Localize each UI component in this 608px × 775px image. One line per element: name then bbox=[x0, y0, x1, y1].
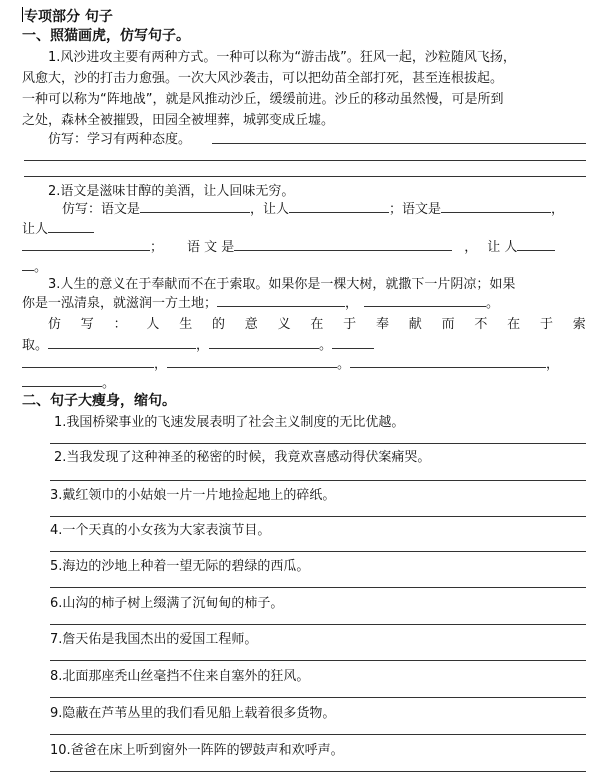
answer-blank[interactable] bbox=[209, 334, 319, 349]
q2-text: 语 文 是 bbox=[187, 240, 235, 255]
q1-line1: 1.风沙进攻主要有两种方式。一种可以称为“游击战”。狂风一起，沙粒随风飞扬， bbox=[48, 50, 516, 65]
q3-text: 。 bbox=[486, 296, 500, 311]
answer-blank[interactable] bbox=[217, 292, 345, 307]
q3-line2 bbox=[22, 292, 499, 311]
q3-text: ， bbox=[196, 338, 210, 353]
answer-line[interactable] bbox=[212, 143, 586, 144]
shrink-item-10: 10.爸爸在床上听到窗外一阵阵的锣鼓声和欢呼声。 bbox=[50, 743, 344, 758]
q2-text: ； bbox=[150, 240, 164, 255]
q3-line4 bbox=[22, 334, 374, 353]
q1-line2: 风愈大，沙的打击力愈强。一次大风沙袭击，可以把幼苗全部打死，甚至连根拔起。 bbox=[22, 71, 504, 86]
q3-char: ： bbox=[113, 317, 127, 332]
text-cursor bbox=[22, 7, 23, 22]
q2-text: 仿写：语文是 bbox=[62, 202, 141, 217]
q3-char: 不 bbox=[474, 317, 488, 332]
shrink-item-1: 1.我国桥梁事业的飞速发展表明了社会主义制度的无比优越。 bbox=[54, 415, 405, 430]
answer-line[interactable] bbox=[50, 480, 586, 481]
q2-imitate-line1 bbox=[62, 198, 564, 217]
q3-char: 仿 bbox=[48, 317, 62, 332]
q3-char: 奉 bbox=[375, 317, 389, 332]
answer-line[interactable] bbox=[50, 660, 586, 661]
q3-imitate-spread bbox=[48, 313, 586, 332]
answer-line[interactable] bbox=[50, 697, 586, 698]
q3-text: 你是一泓清泉，就滋润一方土地； bbox=[22, 296, 218, 311]
section2-heading: 二、句子大瘦身，缩句。 bbox=[22, 393, 176, 409]
answer-line[interactable] bbox=[50, 771, 586, 772]
answer-blank[interactable] bbox=[22, 372, 102, 387]
q3-line5 bbox=[22, 353, 559, 372]
q2-stem: 2.语文是滋味甘醇的美酒，让人回味无穷。 bbox=[48, 184, 295, 199]
shrink-item-9: 9.隐蔽在芦苇丛里的我们看见船上载着很多货物。 bbox=[50, 706, 336, 721]
answer-line[interactable] bbox=[24, 176, 586, 177]
q3-char: 在 bbox=[310, 317, 324, 332]
q1-imitate-prompt: 仿写：学习有两种态度。 bbox=[48, 132, 192, 147]
q3-text: ， bbox=[546, 357, 560, 372]
answer-blank[interactable] bbox=[48, 218, 94, 233]
answer-blank[interactable] bbox=[364, 292, 486, 307]
shrink-item-4: 4.一个天真的小女孩为大家表演节目。 bbox=[50, 523, 271, 538]
q3-char: 于 bbox=[343, 317, 357, 332]
q2-text: 让 人 bbox=[487, 240, 518, 255]
answer-line[interactable] bbox=[50, 587, 586, 588]
q3-char: 于 bbox=[539, 317, 553, 332]
answer-blank[interactable] bbox=[22, 256, 34, 271]
shrink-item-3: 3.戴红领巾的小姑娘一片一片地捡起地上的碎纸。 bbox=[50, 488, 336, 503]
answer-line[interactable] bbox=[50, 516, 586, 517]
q3-text: ， bbox=[345, 296, 359, 311]
answer-blank[interactable] bbox=[48, 334, 196, 349]
q3-char: 生 bbox=[179, 317, 193, 332]
q3-text: 。 bbox=[337, 357, 351, 372]
q3-char: 义 bbox=[277, 317, 291, 332]
q3-char: 而 bbox=[441, 317, 455, 332]
q2-text: ；语文是 bbox=[389, 202, 442, 217]
answer-blank[interactable] bbox=[332, 334, 374, 349]
q3-char: 索 bbox=[572, 317, 586, 332]
q2-text: ， bbox=[464, 240, 478, 255]
q2-text: 。 bbox=[34, 260, 48, 275]
page-title: 专项部分 句子 bbox=[24, 9, 113, 25]
answer-blank[interactable] bbox=[234, 236, 452, 251]
q1-line3: 一种可以称为“阵地战”，就是风推动沙丘，缓缓前进。沙丘的移动虽然慢，可是所到 bbox=[22, 92, 504, 107]
shrink-item-8: 8.北面那座秃山丝毫挡不住来自塞外的狂风。 bbox=[50, 669, 310, 684]
shrink-item-5: 5.海边的沙地上种着一望无际的碧绿的西瓜。 bbox=[50, 559, 310, 574]
q3-text: 。 bbox=[102, 376, 116, 391]
q3-text: ， bbox=[154, 357, 168, 372]
answer-line[interactable] bbox=[50, 734, 586, 735]
shrink-item-2: 2.当我发现了这种神圣的秘密的时候，我竟欢喜感动得伏案痛哭。 bbox=[54, 450, 431, 465]
answer-line[interactable] bbox=[24, 160, 586, 161]
q1-line4: 之处，森林全被摧毁，田园全被埋葬，城郭变成丘墟。 bbox=[22, 113, 335, 128]
q3-char: 的 bbox=[211, 317, 225, 332]
answer-blank[interactable] bbox=[350, 353, 546, 368]
answer-blank[interactable] bbox=[140, 198, 250, 213]
answer-blank[interactable] bbox=[289, 198, 389, 213]
shrink-item-7: 7.詹天佑是我国杰出的爱国工程师。 bbox=[50, 632, 258, 647]
q3-char: 在 bbox=[507, 317, 521, 332]
answer-blank[interactable] bbox=[517, 236, 555, 251]
q3-text: 取。 bbox=[22, 338, 49, 353]
q2-text: 让人 bbox=[22, 222, 49, 237]
answer-blank[interactable] bbox=[167, 353, 337, 368]
shrink-item-6: 6.山沟的柿子树上缀满了沉甸甸的柿子。 bbox=[50, 596, 284, 611]
q2-imitate-line3 bbox=[22, 236, 555, 255]
q3-char: 献 bbox=[408, 317, 422, 332]
q3-text: 。 bbox=[319, 338, 333, 353]
answer-line[interactable] bbox=[50, 624, 586, 625]
answer-blank[interactable] bbox=[22, 236, 150, 251]
answer-line[interactable] bbox=[50, 443, 586, 444]
q2-text: ， bbox=[551, 202, 565, 217]
q3-char: 意 bbox=[244, 317, 258, 332]
q3-char: 写 bbox=[80, 317, 94, 332]
answer-line[interactable] bbox=[50, 551, 586, 552]
q2-text: ，让人 bbox=[250, 202, 290, 217]
answer-blank[interactable] bbox=[441, 198, 551, 213]
q3-char: 人 bbox=[146, 317, 160, 332]
q2-imitate-line2 bbox=[22, 218, 94, 237]
answer-blank[interactable] bbox=[22, 353, 154, 368]
q3-line1: 3.人生的意义在于奉献而不在于索取。如果你是一棵大树，就撒下一片阴凉；如果 bbox=[48, 277, 516, 292]
section1-heading: 一、照猫画虎，仿写句子。 bbox=[22, 28, 190, 44]
q2-imitate-line4 bbox=[22, 256, 47, 275]
q3-line6 bbox=[22, 372, 115, 391]
